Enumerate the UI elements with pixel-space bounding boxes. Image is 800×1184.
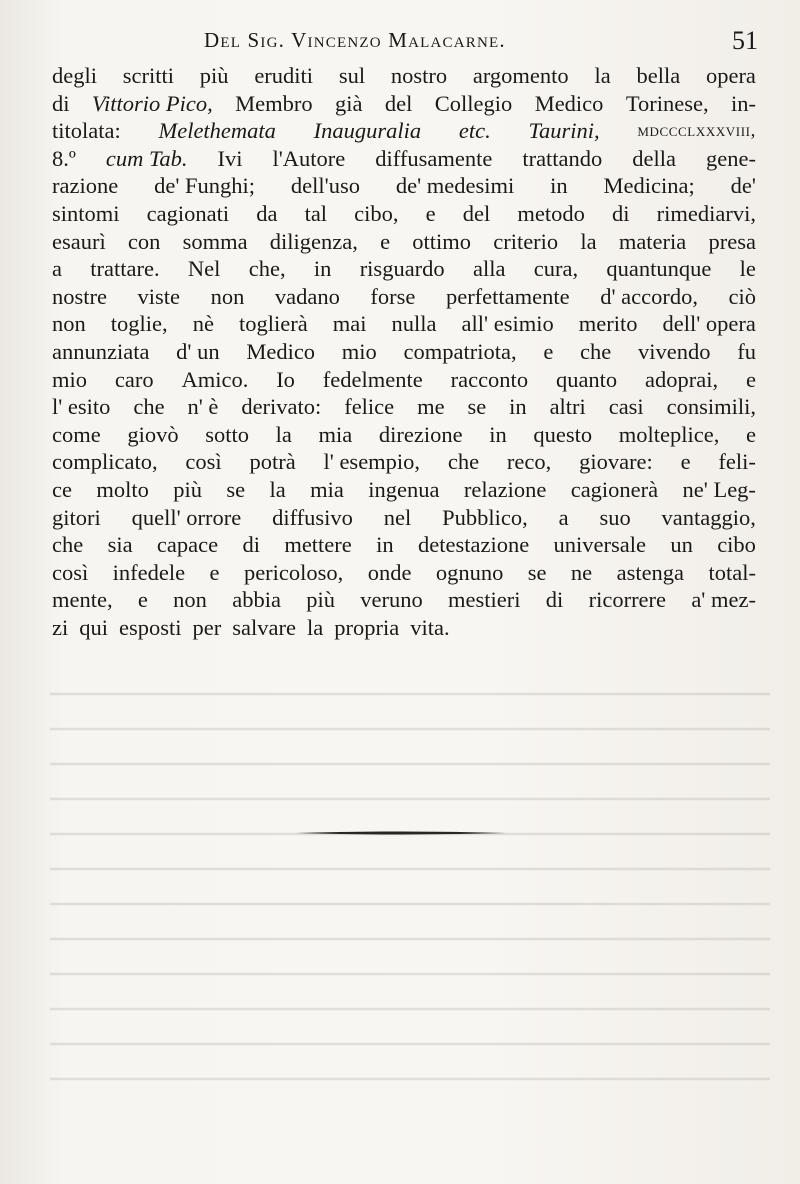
word: in — [509, 394, 527, 420]
word: Medico — [534, 90, 604, 116]
word: in — [313, 256, 332, 282]
word: Ivi — [217, 145, 243, 171]
word: questo — [533, 421, 593, 447]
word: più — [306, 587, 335, 613]
word: a — [52, 256, 62, 282]
word: che — [52, 532, 84, 558]
word: nè — [192, 311, 214, 337]
word: fu — [737, 338, 756, 364]
word: mio — [341, 338, 377, 364]
word: altri — [549, 394, 586, 420]
text-line — [52, 117, 756, 145]
bleed-through-texture — [50, 660, 770, 1090]
word: razione — [52, 173, 119, 199]
word: opera — [705, 63, 756, 88]
word: relazione — [463, 476, 547, 502]
word: cibo, — [354, 200, 399, 226]
word: mdccclxxxviii, — [637, 120, 756, 142]
word: cura, — [533, 256, 579, 282]
word: materia — [618, 228, 687, 254]
word: tal — [304, 200, 328, 226]
word: nostro — [390, 63, 448, 88]
word: Collegio — [434, 90, 513, 116]
word: me — [417, 394, 445, 420]
word: in- — [730, 90, 756, 116]
text-line — [52, 310, 756, 338]
word: e — [137, 587, 148, 613]
word: Io — [276, 366, 295, 392]
word: diffusivo — [272, 504, 353, 530]
word: mettere — [284, 532, 352, 558]
word: giovare: — [579, 449, 653, 475]
word: sintomi — [52, 200, 120, 226]
word: quell' orrore — [131, 504, 242, 530]
text-line — [52, 255, 756, 283]
word: l' esempio, — [323, 449, 421, 475]
word: mestieri — [448, 587, 521, 613]
word: l' esito — [52, 394, 111, 420]
word: Melethemata — [158, 118, 276, 144]
word: cibo — [717, 532, 756, 558]
text-line — [52, 614, 756, 642]
word: fedelmente — [322, 366, 423, 392]
word: propria — [334, 614, 400, 640]
word: potrà — [249, 449, 296, 475]
word: salvare — [232, 614, 296, 640]
word: merito — [578, 311, 638, 337]
word: la — [269, 476, 286, 502]
word: a' mez- — [691, 587, 756, 613]
text-line — [52, 559, 756, 587]
word: ciò — [728, 283, 756, 309]
text-line — [52, 228, 756, 256]
word: a — [558, 504, 569, 530]
word: Inauguralia — [313, 118, 422, 144]
word: le — [739, 256, 756, 282]
word: quantunque — [606, 256, 712, 282]
word: titolata: — [52, 118, 121, 144]
word: che — [580, 338, 612, 364]
word: feli- — [718, 449, 756, 475]
word: se — [226, 476, 246, 502]
word: non — [210, 283, 245, 309]
word: Vittorio Pico, — [91, 90, 213, 116]
word: Taurini, — [528, 118, 600, 144]
word: risguardo — [359, 256, 445, 282]
text-line — [52, 448, 756, 476]
text-line — [52, 172, 756, 200]
word: ne — [570, 559, 593, 585]
word: vita. — [410, 614, 450, 640]
word: universale — [553, 532, 646, 558]
word: astenga — [616, 559, 685, 585]
ornamental-rule — [296, 830, 506, 836]
word: ognuno — [435, 559, 504, 585]
word: dell'uso — [290, 173, 360, 199]
word: sul — [338, 63, 366, 88]
word: ottimo — [412, 228, 472, 254]
word: la — [275, 421, 292, 447]
text-line — [52, 90, 756, 118]
word: vivendo — [638, 338, 711, 364]
word: sotto — [205, 421, 250, 447]
word: suo — [599, 504, 631, 530]
word: diffusamente — [375, 145, 493, 171]
text-line — [52, 586, 756, 614]
word: complicato, — [52, 449, 158, 475]
word: mia — [310, 476, 344, 502]
word: caro — [114, 366, 154, 392]
word: la — [580, 228, 597, 254]
text-line — [52, 421, 756, 449]
word: direzione — [378, 421, 463, 447]
word: casi — [608, 394, 644, 420]
word: molto — [96, 476, 149, 502]
word: diligenza, — [269, 228, 358, 254]
word: in — [489, 421, 507, 447]
word: mente, — [52, 587, 113, 613]
text-line — [52, 283, 756, 311]
word: pericoloso, — [243, 559, 344, 585]
word: che — [133, 394, 165, 420]
word: non — [173, 587, 207, 613]
word: così — [185, 449, 222, 475]
word: più — [199, 63, 229, 88]
word: in — [376, 532, 394, 558]
word: come — [52, 421, 101, 447]
word: derivato: — [241, 394, 322, 420]
word: de' Funghi; — [154, 173, 256, 199]
word: più — [173, 476, 203, 502]
word: felice — [344, 394, 395, 420]
word: e — [209, 559, 220, 585]
word: e — [680, 449, 691, 475]
word: cagionati — [146, 200, 230, 226]
word: che — [447, 449, 480, 475]
word: vantaggio, — [661, 504, 756, 530]
word: che, — [248, 256, 286, 282]
word: un — [670, 532, 693, 558]
word: l'Autore — [272, 145, 346, 171]
word: ce — [52, 476, 72, 502]
word: ne' Leg- — [682, 476, 756, 502]
word: all' esimio — [461, 311, 554, 337]
word: gitori — [52, 504, 101, 530]
word: ricorrere — [588, 587, 667, 613]
word: forse — [370, 283, 416, 309]
word: per — [192, 614, 222, 640]
page-number: 51 — [732, 26, 758, 55]
word: 8.º — [52, 145, 76, 171]
word: esposti — [119, 614, 182, 640]
word: della — [632, 145, 677, 171]
word: del — [384, 90, 413, 116]
word: vadano — [274, 283, 340, 309]
word: infedele — [112, 559, 186, 585]
word: trattare. — [90, 256, 160, 282]
word: argomento — [472, 63, 569, 88]
word: reco, — [506, 449, 552, 475]
word: e — [543, 338, 554, 364]
word: bella — [636, 63, 681, 88]
text-line — [52, 366, 756, 394]
word: eruditi — [254, 63, 314, 88]
text-line — [52, 476, 756, 504]
word: già — [335, 90, 363, 116]
word: scritti — [122, 63, 175, 88]
word: e — [745, 421, 756, 447]
word: criterio — [493, 228, 559, 254]
word: Pubblico, — [442, 504, 528, 530]
word: nel — [383, 504, 412, 530]
word: Medico — [246, 338, 316, 364]
word: dell' opera — [662, 311, 756, 337]
word: Nel — [187, 256, 221, 282]
word: Amico. — [181, 366, 249, 392]
word: Membro — [235, 90, 313, 116]
word: alla — [472, 256, 506, 282]
word: adoprai, — [645, 366, 719, 392]
word: trattando — [522, 145, 603, 171]
word: di — [545, 587, 564, 613]
word: racconto — [450, 366, 529, 392]
word: Torinese, — [625, 90, 709, 116]
text-line — [52, 62, 756, 90]
word: d' accordo, — [600, 283, 698, 309]
word: gene- — [706, 145, 756, 171]
word: rimediarvi, — [656, 200, 756, 226]
word: molteplice, — [618, 421, 720, 447]
word: zi — [52, 614, 69, 640]
word: sia — [107, 532, 133, 558]
word: mio — [52, 366, 88, 392]
word: compatriota, — [403, 338, 517, 364]
word: de' medesimi — [395, 173, 515, 199]
word: toglie, — [110, 311, 168, 337]
word: la — [594, 63, 611, 88]
word: da — [256, 200, 278, 226]
word: con — [127, 228, 161, 254]
word: toglierà — [238, 311, 308, 337]
word: non — [52, 311, 86, 337]
text-line — [52, 200, 756, 228]
word: abbia — [232, 587, 281, 613]
word: del — [462, 200, 491, 226]
word: e — [746, 366, 756, 392]
word: quanto — [555, 366, 618, 392]
word: perfettamente — [445, 283, 570, 309]
word: onde — [367, 559, 412, 585]
word: nostre — [52, 283, 107, 309]
text-line — [52, 145, 756, 173]
word: d' un — [176, 338, 220, 364]
word: capace — [156, 532, 219, 558]
text-line — [52, 531, 756, 559]
body-paragraph — [52, 62, 756, 641]
word: esaurì — [52, 228, 106, 254]
word: detestazione — [417, 532, 530, 558]
word: viste — [137, 283, 181, 309]
word: de' — [730, 173, 756, 199]
word: veruno — [360, 587, 423, 613]
text-line — [52, 393, 756, 421]
word: etc. — [458, 118, 491, 144]
word: consimili, — [666, 394, 756, 420]
word: e — [380, 228, 391, 254]
word: mai — [332, 311, 367, 337]
word: total- — [708, 559, 756, 585]
word: mia — [318, 421, 353, 447]
word: nulla — [391, 311, 437, 337]
word: così — [52, 559, 89, 585]
word: di — [52, 90, 70, 116]
word: ingenua — [368, 476, 440, 502]
running-title: Del Sig. Vincenzo Malacarne. — [204, 28, 506, 52]
word: cum Tab. — [105, 145, 188, 171]
word: cagionerà — [570, 476, 659, 502]
word: la — [306, 614, 324, 640]
word: qui — [79, 614, 109, 640]
word: presa — [708, 228, 756, 254]
word: annunziata — [52, 338, 150, 364]
word: se — [467, 394, 487, 420]
text-line — [52, 338, 756, 366]
word: n' è — [187, 394, 219, 420]
word: di — [242, 532, 260, 558]
word: degli — [52, 63, 97, 88]
word: giovò — [127, 421, 179, 447]
word: se — [527, 559, 547, 585]
running-header — [52, 24, 760, 60]
word: somma — [182, 228, 248, 254]
word: di — [611, 200, 630, 226]
word: metodo — [517, 200, 585, 226]
word: in — [550, 173, 568, 199]
word: e — [425, 200, 436, 226]
word: Medicina; — [603, 173, 695, 199]
text-line — [52, 504, 756, 532]
